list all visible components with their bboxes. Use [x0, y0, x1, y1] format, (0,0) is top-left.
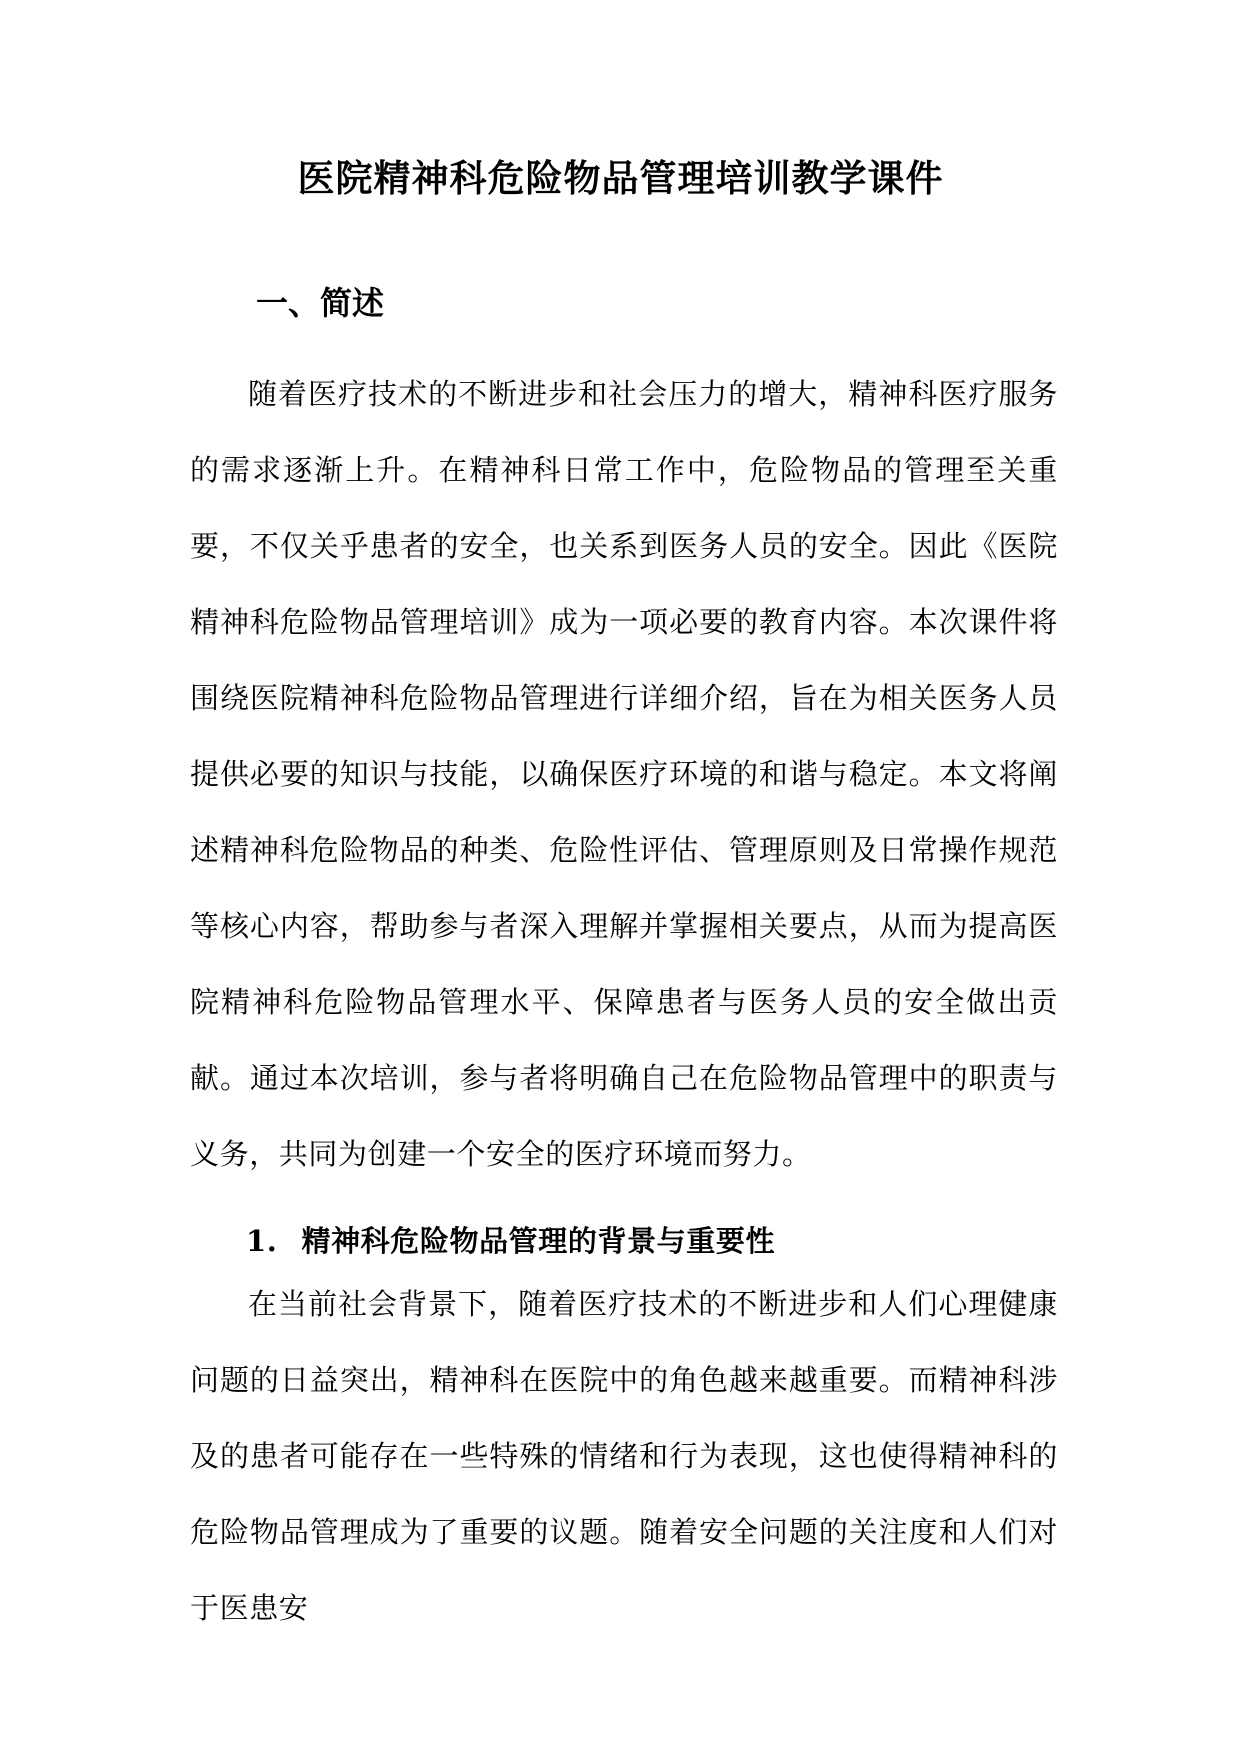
subsection-title: 精神科危险物品管理的背景与重要性: [301, 1224, 776, 1258]
subsection-heading-background: [246, 1216, 775, 1266]
section-heading-overview: 一、简述: [256, 284, 385, 322]
document-title: 医院精神科危险物品管理培训教学课件: [297, 156, 944, 200]
subsection-number: 1.: [246, 1224, 278, 1258]
background-paragraph: 在当前社会背景下，随着医疗技术的不断进步和人们心理健康问题的日益突出，精神科在医院中的角色越来越重要。而精神科涉及的患者可能存在一些特殊的情绪和行为表现，这也使得精神科的危险物品管理成为了重要的议题。随着安全问题的关注度和人们对于医患安: [190, 1287, 1058, 1625]
overview-paragraph: 随着医疗技术的不断进步和社会压力的增大，精神科医疗服务的需求逐渐上升。在精神科日常工作中，危险物品的管理至关重要，不仅关乎患者的安全，也关系到医务人员的安全。因此《医院精神科危险物品管理培训》成为一项必要的教育内容。本次课件将围绕医院精神科危险物品管理进行详细介绍，旨在为相关医务人员提供必要的知识与技能，以确保医疗环境的和谐与稳定。本文将阐述精神科危险物品的种类、危险性评估、管理原则及日常操作规范等核心内容，帮助参与者深入理解并掌握相关要点，从而为提高医院精神科危险物品管理水平、保障患者与医务人员的安全做出贡献。通过本次培训，参与者将明确自己在危险物品管理中的职责与义务，共同为创建一个安全的医疗环境而努力。: [190, 377, 1058, 1171]
